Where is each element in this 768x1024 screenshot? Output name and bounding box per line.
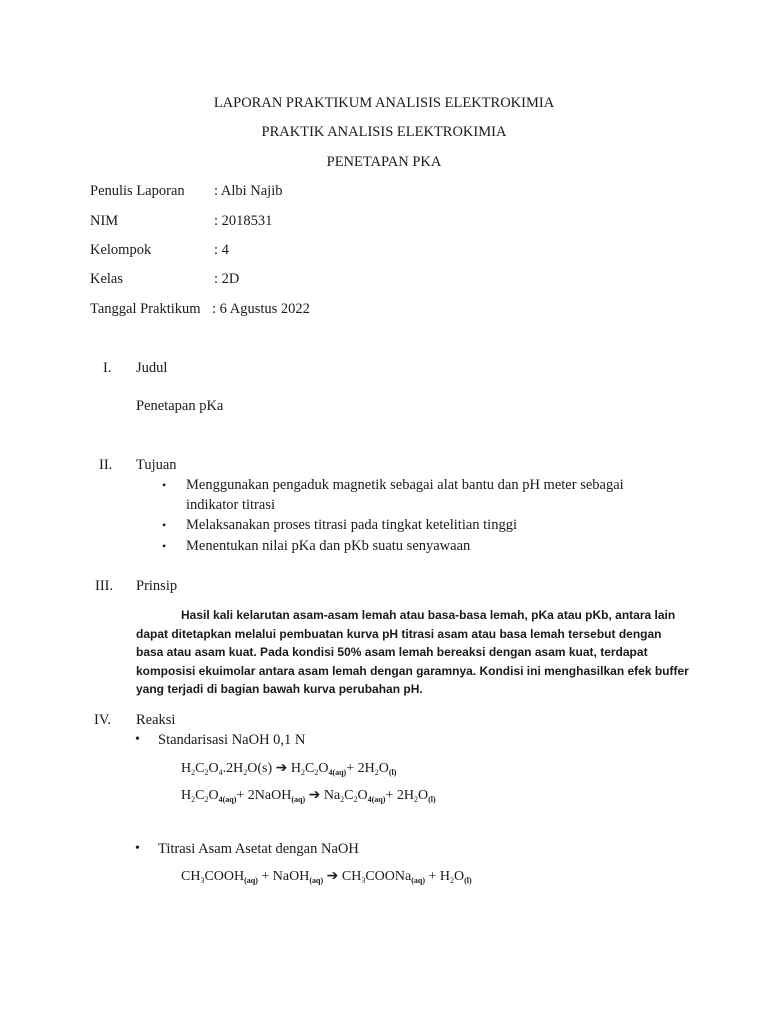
info-value-author: : Albi Najib — [214, 183, 283, 199]
info-value-class: : 2D — [214, 271, 240, 287]
info-label-group: Kelompok — [90, 242, 152, 258]
info-label-class: Kelas — [90, 271, 124, 287]
prinsip-line-4: komposisi ekuimolar antara asam lemah dengan garamnya. Kondisi ini menghasilkan efek buffer — [136, 664, 689, 678]
equation-1: $H_2C_2O_4.2H_2O(s)$ ➔ $H_2C_2O_{4(aq)}+ 2H_2O_{(l)}$ — [181, 761, 397, 777]
tujuan-item-1: Menggunakan pengaduk magnetik sebagai alat bantu dan pH meter sebagai — [186, 477, 624, 493]
arrow-icon: ➔ — [308, 788, 321, 803]
info-value-group: : 4 — [214, 242, 229, 258]
info-label-author: Penulis Laporan — [90, 183, 185, 199]
section-title-reaksi: Reaksi — [136, 712, 176, 728]
section-title-judul: Judul — [136, 360, 168, 376]
prinsip-line-5: yang terjadi di bagian bawah kurva perubahan pH. — [136, 682, 423, 696]
arrow-icon: ➔ — [275, 761, 288, 776]
reaksi-sub-standarisasi: Standarisasi NaOH 0,1 N — [158, 732, 306, 748]
bullet-icon: • — [162, 518, 167, 532]
report-subtitle: PRAKTIK ANALISIS ELEKTROKIMIA — [261, 124, 507, 140]
report-topic: PENETAPAN PKA — [326, 154, 442, 170]
tujuan-item-3: Menentukan nilai pKa dan pKb suatu senyawaan — [186, 538, 471, 554]
section-number-4: IV. — [94, 712, 112, 728]
info-label-date: Tanggal Praktikum — [90, 301, 201, 317]
bullet-icon: • — [135, 841, 140, 856]
section-number-2: II. — [99, 457, 113, 473]
prinsip-line-2: dapat ditetapkan melalui pembuatan kurva pH titrasi asam atau basa lemah tersebut dengan — [136, 627, 662, 641]
report-title: LAPORAN PRAKTIKUM ANALISIS ELEKTROKIMIA — [213, 95, 555, 111]
section-title-prinsip: Prinsip — [136, 578, 178, 594]
equation-2: $H_2C_2O_{4(aq)}+$ 2NaOH$_{(aq)}$ ➔ $Na_2C_2O_{4(aq)}+ 2H_2O_{(l)}$ — [181, 788, 436, 804]
info-label-nim: NIM — [90, 213, 119, 229]
section-title-tujuan: Tujuan — [136, 457, 177, 473]
tujuan-item-2: Melaksanakan proses titrasi pada tingkat ketelitian tinggi — [186, 517, 517, 533]
prinsip-line-1: Hasil kali kelarutan asam-asam lemah atau basa-basa lemah, pKa atau pKb, antara lain — [181, 608, 676, 622]
section-number-3: III. — [95, 578, 114, 594]
bullet-icon: • — [135, 732, 140, 747]
section-number-1: I. — [103, 360, 112, 376]
judul-text: Penetapan pKa — [136, 398, 224, 414]
bullet-icon: • — [162, 539, 167, 553]
tujuan-item-1-cont: indikator titrasi — [186, 497, 275, 513]
prinsip-line-3: basa atau asam kuat. Pada kondisi 50% asam lemah bereaksi dengan asam kuat, terdapat — [136, 645, 648, 659]
info-value-nim: : 2018531 — [214, 213, 273, 229]
arrow-icon: ➔ — [326, 869, 339, 884]
equation-3: $CH_3COOH_{(aq)}$ + NaOH$_{(aq)}$ ➔ $CH_3COONa_{(aq)} + H_2O_{(l)}$ — [181, 869, 472, 885]
bullet-icon: • — [162, 478, 167, 492]
reaksi-sub-titrasi: Titrasi Asam Asetat dengan NaOH — [158, 841, 359, 857]
info-value-date: : 6 Agustus 2022 — [212, 301, 310, 317]
